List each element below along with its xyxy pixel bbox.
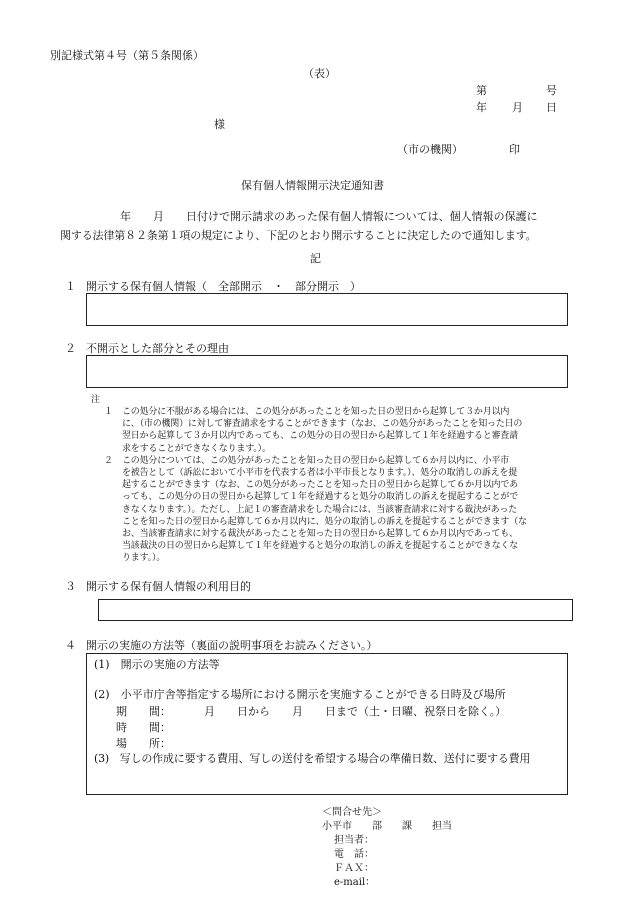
section3-label: 開示する保有個人情報の利用目的: [86, 580, 251, 593]
section1-number: １: [65, 280, 76, 293]
note-line: きなくなります。）。ただし、上記１の審査請求をした場合には、当該審査請求に対する裁決があった: [122, 504, 517, 515]
form-number: 別記様式第４号（第５条関係）: [50, 49, 204, 62]
contact-email: e-mail：: [334, 877, 376, 888]
note-line: この処分に不服がある場合には、この処分があったことを知った日の翌日から起算して３か月以内: [122, 407, 510, 417]
section3-box: [98, 599, 573, 621]
note-line: お、当該審査請求に対する裁決があったことを知った日の翌日から起算して６か月以内であっても、: [122, 529, 518, 540]
note-line: 求をすることができなくなります。）。: [122, 443, 271, 454]
body-line-2: 関する法律第８２条第１項の規定により、下記のとおり開示することに決定したので通知します。: [60, 229, 537, 242]
section4-item2: (2) 小平市庁舎等指定する場所における開示を実施することができる日時及び場所: [94, 688, 506, 701]
body-line-1: 年 月 日付けで開示請求のあった保有個人情報については、個人情報の保護に: [120, 210, 538, 223]
note-line: ことを知った日の翌日から起算して６か月以内に、処分の取消しの訴えを提起することができます（な: [122, 516, 527, 527]
contact-phone: 電 話：: [334, 849, 374, 860]
addressee-suffix: 様: [214, 118, 225, 131]
section4-item1: (1) 開示の実施の方法等: [94, 658, 220, 671]
notes-list: [100, 406, 570, 565]
note-line: っても、この処分の日の翌日から起算して１年を経過すると処分の取消しの訴えを提起することがで: [122, 492, 519, 503]
section1-label: 開示する保有個人情報（ 全部開示 ・ 部分開示 ）: [86, 280, 361, 293]
section1-box: [86, 293, 568, 326]
section4-number: ４: [65, 639, 76, 652]
issuer-name: （市の機関）: [397, 143, 463, 156]
notes-heading: 注: [91, 395, 101, 405]
note-number: ２: [104, 455, 113, 466]
doc-number-suffix: 号: [546, 84, 557, 97]
section4-item3: (3) 写しの作成に要する費用、写しの送付を希望する場合の準備日数、送付に要する費用: [94, 752, 531, 765]
date-month: 月: [512, 101, 523, 114]
contact-person: 担当者：: [334, 835, 374, 846]
contact-dept: 小平市 部 課 担当: [322, 821, 452, 832]
time-label: 時 間：: [116, 721, 171, 734]
section2-box: [86, 355, 568, 388]
period-value: 月 日から 月 日まで（土・日曜、祝祭日を除く。）: [204, 705, 507, 718]
page-title: 保有個人情報開示決定通知書: [241, 179, 384, 192]
contact-fax: ＦＡＸ：: [334, 863, 374, 874]
note-line: 起することができます（なお、この処分があったことを知った日の翌日から起算して６か月以内であ: [122, 480, 518, 491]
note-line: を被告として（訴訟において小平市を代表する者は小平市長となります。）、処分の取消しの訴えを提: [122, 468, 518, 479]
note-line: に、（市の機関）に対して審査請求をすることができます（なお、この処分があったことを知った日の: [122, 419, 523, 430]
note-line: ります。）。: [122, 553, 166, 564]
section2-label: 不開示とした部分とその理由: [86, 342, 229, 355]
contact-heading: ＜問合せ先＞: [322, 807, 382, 818]
place-label: 場 所：: [116, 737, 171, 750]
note-item: [100, 406, 570, 455]
note-item: [100, 455, 570, 565]
ki-mark: 記: [310, 252, 321, 265]
seal-mark: 印: [509, 143, 520, 156]
note-line: 当該裁決の日の翌日から起算して１年を経過すると処分の取消しの訴えを提起することができなくな: [122, 541, 519, 552]
note-line: この処分については、この処分があったことを知った日の翌日から起算して６か月以内に、小平市: [122, 455, 509, 466]
section4-label: 開示の実施の方法等（裏面の説明事項をお読みください。）: [86, 639, 378, 652]
note-number: １: [104, 407, 113, 417]
note-line: 翌日から起算して３か月以内であっても、この処分の日の翌日から起算して１年を経過すると審査請: [122, 431, 518, 442]
doc-number-label: 第: [476, 84, 487, 97]
section2-number: ２: [65, 342, 76, 355]
date-day: 日: [546, 101, 557, 114]
period-label: 期 間：: [116, 705, 171, 718]
section3-number: ３: [65, 580, 76, 593]
side-label: （表）: [303, 67, 336, 80]
date-year: 年: [476, 101, 487, 114]
